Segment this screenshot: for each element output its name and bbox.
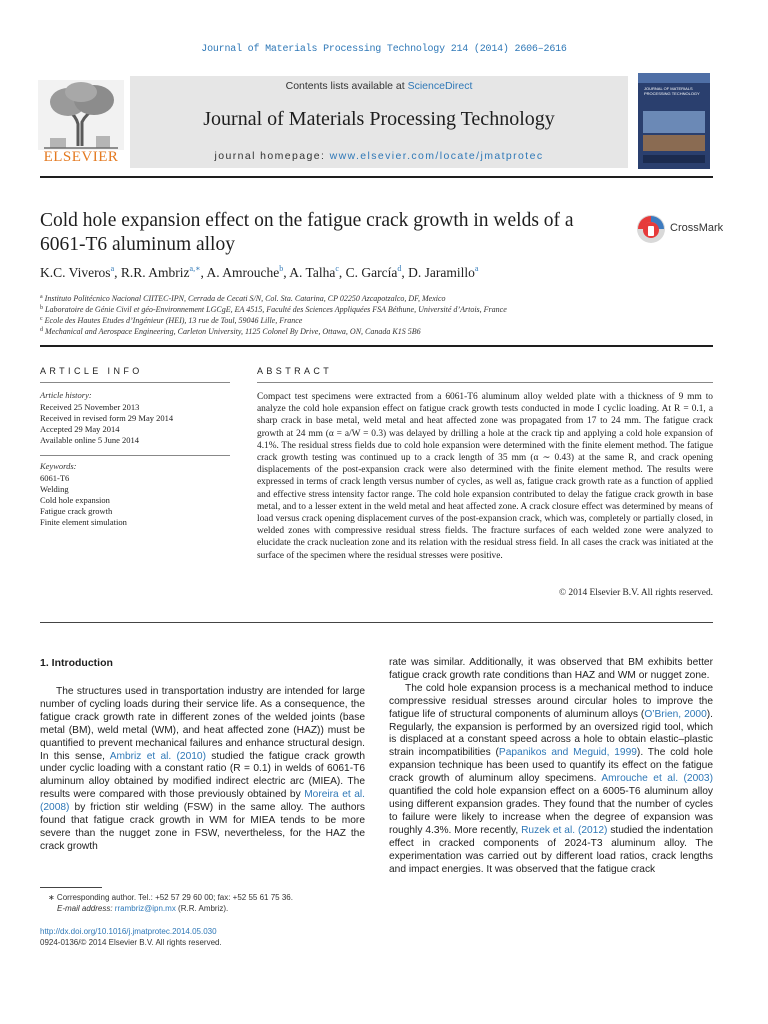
elsevier-wordmark: ELSEVIER <box>43 149 119 165</box>
crossmark-badge[interactable] <box>636 212 726 246</box>
intro-paragraph <box>389 683 713 877</box>
article-title: Cold hole expansion effect on the fatigue crack growth in welds of a 6061-T6 aluminum alloy <box>40 210 574 255</box>
homepage-prefix: journal homepage: <box>214 150 330 162</box>
intro-text: by friction stir welding (FSW) in the same alloy. The authors found that fatigue crack growth in WM for MIEA tends to be more severe than the nugget zone in FSW, nevertheless, for the HAZ the crack growth <box>40 802 365 852</box>
author-name: R.R. Ambriz <box>120 265 190 280</box>
author-affil-marker[interactable]: a <box>474 264 479 273</box>
keyword: Finite element simulation <box>40 517 127 527</box>
cover-band <box>638 73 710 83</box>
doi-block <box>40 926 222 948</box>
keyword: Fatigue crack growth <box>40 506 113 516</box>
intro-text: studied the indentation effect in cracked components of 2024-T3 aluminum alloy. The experimentation was carried out by different load ratios, crack lengths and impact energies. It was observed that the fatigue crack <box>389 824 714 875</box>
author-affil-marker[interactable]: d <box>397 264 402 273</box>
cover-image-bottom <box>643 135 705 151</box>
keywords-label: Keywords: <box>40 461 77 471</box>
intro-text: The structures used in transportation industry are intended for large number of cycling loads during their service life. As a consequence, the fatigue crack growth rate in different zones of the welded joints (base metal (BM), weld metal (WM), and heat affected zone (HAZ)) must be quantified to prevent mechanical failures and enhance structural design. In this sense, <box>40 686 365 762</box>
journal-citation[interactable]: Journal of Materials Processing Technology 214 (2014) 2606–2616 <box>201 44 567 55</box>
journal-name: Journal of Materials Processing Technology <box>203 108 555 130</box>
history-item: Accepted 29 May 2014 <box>40 424 120 434</box>
intro-left-column <box>40 686 365 854</box>
email-note <box>40 904 228 915</box>
author-name: K.C. Viveros <box>40 265 111 280</box>
crossmark-label: CrossMark <box>670 222 724 234</box>
intro-text: quantified the cold hole expansion effect on a 6005-T6 aluminum alloy using different expansion grades. They found that the number of cycles to failure were likely to increase when the degree of expansion was roughly 4.3%. More recently, <box>389 786 713 836</box>
history-item: Received 25 November 2013 <box>40 402 140 412</box>
journal-homepage-line <box>130 150 628 162</box>
affiliation-marker: d <box>40 327 43 333</box>
abstract-heading: ABSTRACT <box>257 366 333 376</box>
author-affil-marker[interactable]: a <box>110 264 115 273</box>
cover-footer <box>643 155 705 163</box>
affiliation-text: Mechanical and Aerospace Engineering, Carleton University, 1125 Colonel By Drive, Ottawa, ON, Canada K1S 5B6 <box>45 327 421 336</box>
intro-text: ). Regularly, the expansion is performed by an oversized rigid tool, which is displaced at a constant speed across a hole to obtain elastic–plastic strain incompatibilities ( <box>389 708 713 759</box>
author-affil-marker[interactable]: b <box>279 264 284 273</box>
email-label: E-mail address: <box>57 904 115 913</box>
citation-link[interactable]: Ruzek et al. (2012) <box>521 824 608 836</box>
homepage-link[interactable]: www.elsevier.com/locate/jmatprotec <box>329 150 544 162</box>
author-affil-marker[interactable]: a,∗ <box>189 264 201 273</box>
info-rule <box>40 345 713 347</box>
intro-text: studied the fatigue crack growth under cyclic loading with a constant ratio (R = 0.1) in welds of 6061-T6 aluminum alloy obtained by modified indirect electric arc (MIEA). The results were compared with those previously obtained by <box>40 750 365 801</box>
author-name: D. Jaramillo <box>408 265 475 280</box>
section-heading-introduction: 1. Introduction <box>40 657 113 669</box>
article-info-rule <box>40 382 230 383</box>
affiliation-text: Laboratoire de Génie Civil et géo-Environnement LGCgE, EA 4515, Faculté des Sciences Appliquées FSA Béthune, Université d’Artois, France <box>45 305 507 314</box>
doi-link[interactable]: http://dx.doi.org/10.1016/j.jmatprotec.2014.05.030 <box>40 927 217 936</box>
history-item: Received in revised form 29 May 2014 <box>40 413 174 423</box>
author-name: A. Talha <box>289 265 336 280</box>
author-affil-marker[interactable]: c <box>335 264 339 273</box>
intro-paragraph: rate was similar. Additionally, it was observed that BM exhibits better fatigue crack growth rate conditions than HAZ and WM or nugget zone. <box>389 657 713 681</box>
affiliation-text: Ecole des Hautes Etudes d’Ingénieur (HEI), 13 rue de Toul, 59046 Lille, France <box>44 316 303 325</box>
email-suffix: (R.R. Ambriz). <box>175 904 229 913</box>
body-rule <box>40 622 713 623</box>
citation-link[interactable]: Papanikos and Meguid, 1999 <box>498 747 637 759</box>
author-name: A. Amrouche <box>206 265 280 280</box>
abstract-rule <box>257 382 713 383</box>
intro-text: ). The cold hole expansion technique has been used to quantify its effect on the fatigue crack growth of aluminum alloy specimens. <box>389 747 713 785</box>
affiliation-marker: c <box>40 316 43 322</box>
author-list: K.C. Viveros$^a$, R.R. Ambriz$^{a,∗}$, A. Amrouche$^b$, A. Talha$^c$, C. García$^d$, D. Jaramillo$^a$ <box>40 264 479 280</box>
citation-link[interactable]: Amrouche et al. (2003) <box>601 773 713 785</box>
abstract-copyright: © 2014 Elsevier B.V. All rights reserved. <box>558 588 713 598</box>
keywords-rule <box>40 455 230 456</box>
abstract-text: Compact test specimens were extracted from a 6061-T6 aluminum alloy welded plate with a thickness of 9 mm to analyze the cold hole expansion effect on fatigue crack growth tests conducted in mode I cyclic loading. At R = 0.1, a sharp crack in base metal, weld metal and heat affected zone was propagated from 17 to 24 mm. The fatigue crack growth at 24 mm (α = a/W = 0.3) was delayed by drilling a hole at the crack tip and applying a cold hole expansion of 4.1%. The residual stress fields due to cold hole expansion were determined with the finite element method. The fatigue crack growth testing was continued up to a crack length of 35 mm (α ∼ 0.43) at the same R, and crack opening displacements of the post-expansion crack were also determined with the finite element method. The results were expressed in terms of crack length versus number of cycles, as well as, fatigue crack growth rate as a function of applied and effective stress intensity factor range. The cold hole expansion contributed to delay the fatigue crack growth in base metal, and to a lesser extent in the weld metal and heat affected zone. A crack closure effect was determined by means of load versus crack opening displacement curves of the post-expansion crack, which was, completely or partially closed, in welded zones with compressive residual stress fields. The fracture surfaces of each welded zone were analyzed to elucidate the crack nucleation zone and its relation with the residual stress field. In all cases the crack was initiated at the surface of the specimen where the residual stresses were positive. <box>257 392 713 561</box>
affiliation-marker: b <box>40 305 43 311</box>
keyword: Welding <box>40 484 69 494</box>
contents-line <box>130 80 628 92</box>
corresponding-author-note: ∗ Corresponding author. Tel.: +52 57 29 60 00; fax: +52 55 61 75 36. <box>48 893 293 902</box>
intro-right-column <box>389 657 713 876</box>
keyword: 6061-T6 <box>40 473 70 483</box>
contents-prefix: Contents lists available at <box>285 80 408 92</box>
journal-cover-thumbnail[interactable] <box>638 73 710 169</box>
issn-line: 0924-0136/© 2014 Elsevier B.V. All rights reserved. <box>40 938 222 947</box>
history-item: Available online 5 June 2014 <box>40 435 139 445</box>
author-name: C. García <box>345 265 398 280</box>
crossmark-icon <box>636 214 666 244</box>
cover-title: JOURNAL OF MATERIALS PROCESSING TECHNOLOGY <box>644 86 700 96</box>
citation-link[interactable]: O’Brien, 2000 <box>644 708 707 720</box>
cover-image-top <box>643 111 705 133</box>
affiliation <box>40 325 720 337</box>
affiliation-text: Instituto Politécnico Nacional CIITEC-IPN, Cerrada de Cecati S/N, Col. Sta. Catarina, CP 02250 Azcapotzalco, DF, Mexico <box>44 294 446 303</box>
footnote-rule <box>40 887 102 888</box>
affiliation-marker: a <box>40 294 43 300</box>
sciencedirect-link[interactable]: ScienceDirect <box>407 80 473 92</box>
citation-link[interactable]: Ambriz et al. (2010) <box>109 750 206 762</box>
keyword: Cold hole expansion <box>40 495 110 505</box>
header-rule <box>40 176 713 178</box>
citation-link[interactable]: Moreira et al. (2008) <box>40 789 365 814</box>
intro-text: The cold hole expansion process is a mechanical method to induce compressive residual stresses around circular holes to improve the fatigue life of structural components of aluminum alloys ( <box>389 682 713 720</box>
email-link[interactable]: rrambriz@ipn.mx <box>114 904 176 913</box>
history-label: Article history: <box>40 390 92 400</box>
article-info-heading: ARTICLE INFO <box>40 366 143 376</box>
